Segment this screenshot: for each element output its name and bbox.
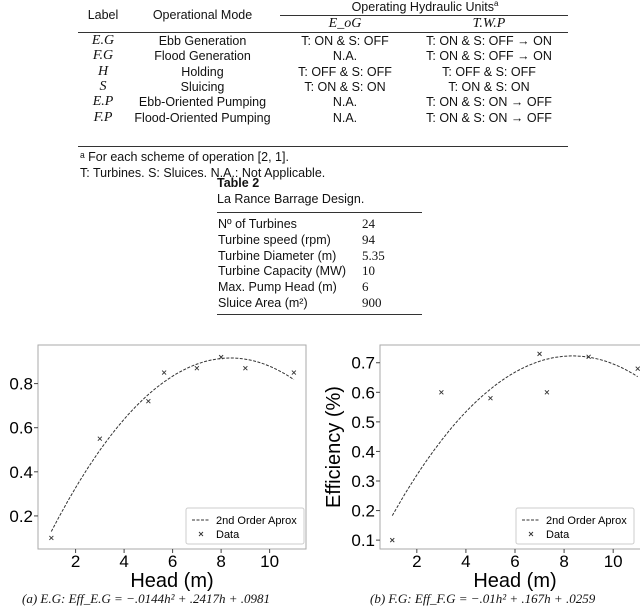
caption-b: (b) F.G: Eff_F.G = −.01h² + .167h + .0259: [370, 591, 596, 606]
row-mode: Flood Generation: [154, 49, 251, 64]
legend-data-label: Data: [216, 529, 240, 541]
row-eog: T: OFF & S: OFF: [298, 64, 392, 79]
row-label: H: [97, 63, 109, 79]
row-twp: T: ON & S: OFF → ON: [426, 49, 552, 64]
x-tick-label: 2: [70, 552, 81, 571]
row-twp: T: ON & S: ON: [448, 79, 530, 94]
x-axis-label: Head (m): [130, 570, 214, 592]
row-eog: T: ON & S: OFF: [301, 34, 389, 48]
legend-fit-label: 2nd Order Aprox: [546, 515, 627, 527]
row-label: S: [99, 78, 107, 94]
row-mode: Ebb Generation: [158, 34, 247, 48]
row-twp: T: ON & S: OFF → ON: [426, 34, 552, 48]
header-label: Label: [87, 8, 119, 22]
table2-value: 24: [362, 216, 375, 231]
y-tick-label: 0.4: [351, 442, 375, 462]
table2-value: 900: [362, 295, 382, 310]
y-tick-label: 0.2: [9, 506, 33, 526]
x-tick-label: 4: [119, 552, 129, 571]
caption-a: (a) E.G: Eff_E.G = −.0144h² + .2417h + .0981: [22, 591, 271, 606]
x-axis-label: Head (m): [473, 570, 557, 592]
row-mode: Holding: [181, 64, 224, 79]
footnote-legend: T: Turbines. S: Sluices. N.A.: Not Applicable.: [80, 166, 326, 180]
row-mode: Ebb-Oriented Pumping: [138, 95, 267, 110]
y-tick-label: 0.2: [351, 501, 375, 521]
table2-title: Table 2: [217, 176, 260, 190]
row-eog: T: ON & S: ON: [304, 79, 386, 94]
y-tick-label: 0.5: [351, 412, 375, 432]
header-bottom-rule: [78, 32, 568, 33]
table2-param: Sluice Area (m²): [218, 296, 308, 310]
x-tick-label: 10: [260, 552, 280, 571]
x-tick-label: 2: [412, 552, 422, 571]
y-tick-label: 0.3: [351, 472, 375, 491]
footnote-a: ᵃ For each scheme of operation [2, 1].: [80, 150, 289, 164]
table2-param: Turbine speed (rpm): [218, 232, 331, 247]
row-mode: Sluicing: [180, 79, 225, 94]
row-twp: T: ON & S: ON → OFF: [426, 110, 552, 125]
header-units: [290, 0, 560, 14]
table2-value: 6: [362, 279, 369, 295]
y-tick-label: 0.4: [9, 462, 33, 482]
header-mode: Operational Mode: [152, 8, 253, 22]
header-eog: E_oG: [328, 16, 362, 31]
x-tick-label: 6: [510, 552, 520, 571]
legend-data-label: Data: [546, 529, 570, 541]
row-eog: N.A.: [332, 95, 358, 110]
table-bottom-rule: [78, 146, 568, 147]
y-tick-label: 0.1: [351, 531, 375, 551]
header-twp: T.W.P: [472, 16, 506, 31]
table2-param: Turbine Capacity (MW): [218, 264, 347, 279]
row-eog: N.A.: [332, 49, 358, 64]
x-tick-label: 8: [559, 552, 569, 571]
table2-value: 94: [362, 231, 375, 247]
table2-top-rule: [217, 212, 422, 213]
row-label: E.P: [92, 94, 114, 110]
y-tick-label: 0.6: [351, 383, 375, 403]
row-mode: Flood-Oriented Pumping: [134, 110, 271, 125]
table2-bottom-rule: [217, 314, 422, 315]
header-rule: [280, 15, 568, 16]
table2-param: Nº of Turbines: [218, 217, 297, 231]
row-twp: T: OFF & S: OFF: [442, 64, 536, 79]
row-twp: T: ON & S: ON → OFF: [426, 95, 552, 110]
table2-value: 10: [362, 263, 375, 279]
efficiency-chart-ebb: [0, 330, 320, 592]
row-eog: N.A.: [332, 110, 358, 125]
y-axis-label: Efficiency (%): [323, 386, 345, 508]
footnote-mark: a: [493, 0, 499, 8]
x-tick-label: 8: [216, 552, 226, 571]
efficiency-chart-flood: [320, 330, 640, 592]
legend-fit-label: 2nd Order Aprox: [216, 515, 297, 527]
x-tick-label: 10: [603, 552, 623, 571]
x-tick-label: 4: [461, 552, 471, 571]
row-label: F.G: [92, 48, 114, 64]
table2-value: 5.35: [362, 247, 385, 263]
row-label: E.G: [91, 33, 115, 48]
y-tick-label: 0.7: [351, 353, 375, 373]
y-tick-label: 0.8: [9, 374, 33, 394]
x-tick-label: 6: [167, 552, 178, 571]
row-label: F.P: [93, 109, 113, 125]
table2-param: Max. Pump Head (m): [218, 280, 337, 295]
table2-caption: La Rance Barrage Design.: [217, 192, 365, 206]
header-units-text: Operating Hydraulic Units: [351, 0, 494, 14]
y-tick-label: 0.6: [9, 418, 33, 438]
table2-param: Turbine Diameter (m): [218, 248, 337, 263]
